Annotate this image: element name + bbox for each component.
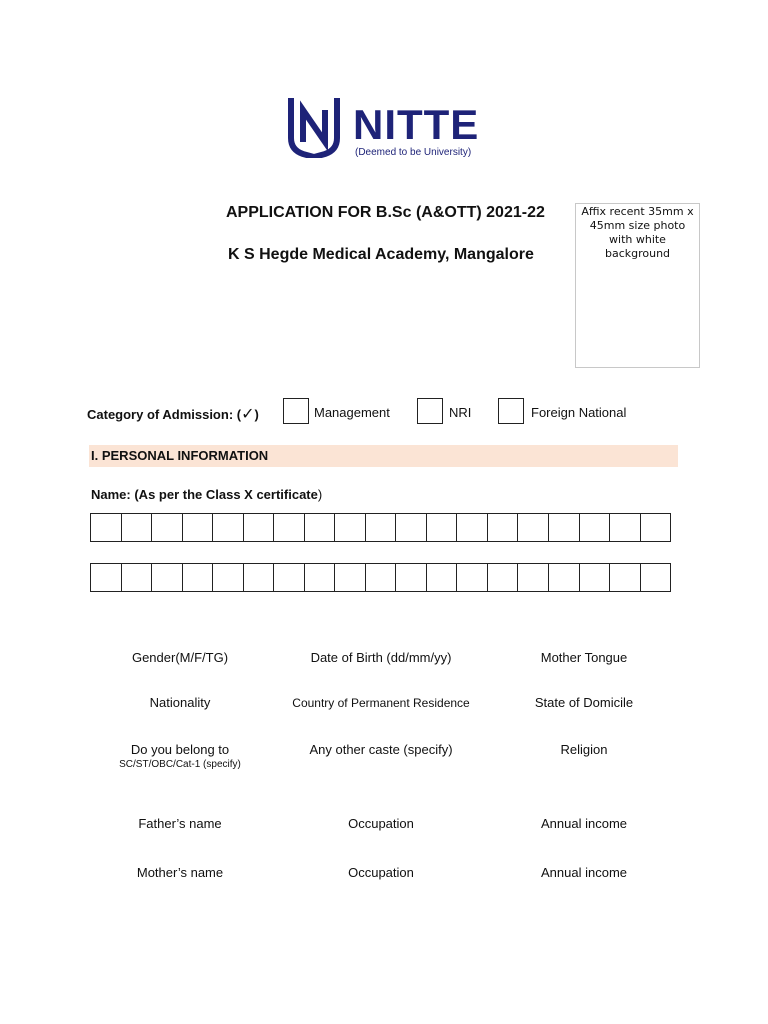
name-letter-box[interactable] — [335, 514, 366, 541]
application-title: APPLICATION FOR B.Sc (A&OTT) 2021-22 — [226, 204, 545, 221]
mother-tongue-label: Mother Tongue — [540, 650, 628, 665]
management-checkbox[interactable] — [283, 398, 309, 424]
name-letter-box[interactable] — [305, 514, 336, 541]
father-income-label: Annual income — [541, 816, 627, 831]
name-letter-box[interactable] — [641, 564, 672, 591]
nitte-logo-icon — [287, 94, 341, 158]
name-letter-box[interactable] — [213, 514, 244, 541]
name-letter-box[interactable] — [335, 564, 366, 591]
name-letter-box[interactable] — [274, 514, 305, 541]
institution-name: K S Hegde Medical Academy, Mangalore — [228, 246, 534, 263]
name-letter-box[interactable] — [244, 514, 275, 541]
religion-label: Religion — [560, 742, 608, 757]
name-label — [91, 487, 322, 502]
name-letter-box[interactable] — [488, 514, 519, 541]
name-letter-box[interactable] — [122, 564, 153, 591]
country-residence-label: Country of Permanent Residence — [292, 696, 470, 710]
name-letter-box[interactable] — [213, 564, 244, 591]
mother-income-label: Annual income — [541, 865, 627, 880]
father-occupation-label: Occupation — [348, 816, 414, 831]
mother-name-label: Mother’s name — [136, 865, 224, 880]
category-label-close: ) — [254, 407, 259, 422]
name-letter-box[interactable] — [122, 514, 153, 541]
caste-question-line1: Do you belong to — [130, 742, 230, 757]
name-letter-box[interactable] — [580, 564, 611, 591]
dob-label: Date of Birth (dd/mm/yy) — [310, 650, 452, 665]
foreign-national-checkbox[interactable] — [498, 398, 524, 424]
name-letter-box[interactable] — [183, 514, 214, 541]
name-letter-box[interactable] — [427, 514, 458, 541]
checkmark-icon: ✓ — [241, 406, 255, 423]
name-letter-box[interactable] — [91, 564, 122, 591]
name-letter-box[interactable] — [610, 514, 641, 541]
foreign-national-option-label: Foreign National — [531, 405, 627, 420]
name-grid-row-2 — [90, 563, 671, 592]
name-letter-box[interactable] — [610, 564, 641, 591]
name-letter-box[interactable] — [152, 514, 183, 541]
name-letter-box[interactable] — [183, 564, 214, 591]
state-domicile-label: State of Domicile — [534, 695, 634, 710]
name-letter-box[interactable] — [518, 564, 549, 591]
nationality-label: Nationality — [149, 695, 211, 710]
name-letter-box[interactable] — [518, 514, 549, 541]
logo-tagline: (Deemed to be University) — [355, 147, 472, 158]
category-label — [87, 404, 259, 424]
name-letter-box[interactable] — [91, 514, 122, 541]
management-option-label: Management — [314, 405, 390, 420]
logo-wordmark: NITTE — [353, 101, 480, 148]
caste-question-label — [80, 742, 280, 772]
name-letter-box[interactable] — [244, 564, 275, 591]
other-caste-label: Any other caste (specify) — [309, 742, 453, 757]
name-letter-box[interactable] — [396, 564, 427, 591]
name-letter-box[interactable] — [641, 514, 672, 541]
name-letter-box[interactable] — [152, 564, 183, 591]
father-name-label: Father’s name — [138, 816, 222, 831]
name-letter-box[interactable] — [580, 514, 611, 541]
category-label-text: Category of Admission: ( — [87, 407, 242, 422]
name-letter-box[interactable] — [549, 564, 580, 591]
name-letter-box[interactable] — [488, 564, 519, 591]
mother-occupation-label: Occupation — [348, 865, 414, 880]
name-letter-box[interactable] — [427, 564, 458, 591]
name-letter-box[interactable] — [457, 514, 488, 541]
name-letter-box[interactable] — [366, 514, 397, 541]
name-letter-box[interactable] — [305, 564, 336, 591]
nri-option-label: NRI — [449, 405, 472, 420]
name-letter-box[interactable] — [274, 564, 305, 591]
name-label-text: Name: (As per the Class X certificate — [91, 487, 318, 502]
name-letter-box[interactable] — [396, 514, 427, 541]
name-grid-row-1 — [90, 513, 671, 542]
section-title: I. PERSONAL INFORMATION — [91, 448, 269, 463]
name-letter-box[interactable] — [457, 564, 488, 591]
name-letter-box[interactable] — [366, 564, 397, 591]
gender-label: Gender(M/F/TG) — [131, 650, 229, 665]
caste-question-line2: SC/ST/OBC/Cat-1 (specify) — [119, 759, 241, 770]
nri-checkbox[interactable] — [417, 398, 443, 424]
name-label-close: ) — [317, 487, 323, 502]
photo-instructions: Affix recent 35mm x 45mm size photo with white background — [581, 205, 694, 260]
name-letter-box[interactable] — [549, 514, 580, 541]
